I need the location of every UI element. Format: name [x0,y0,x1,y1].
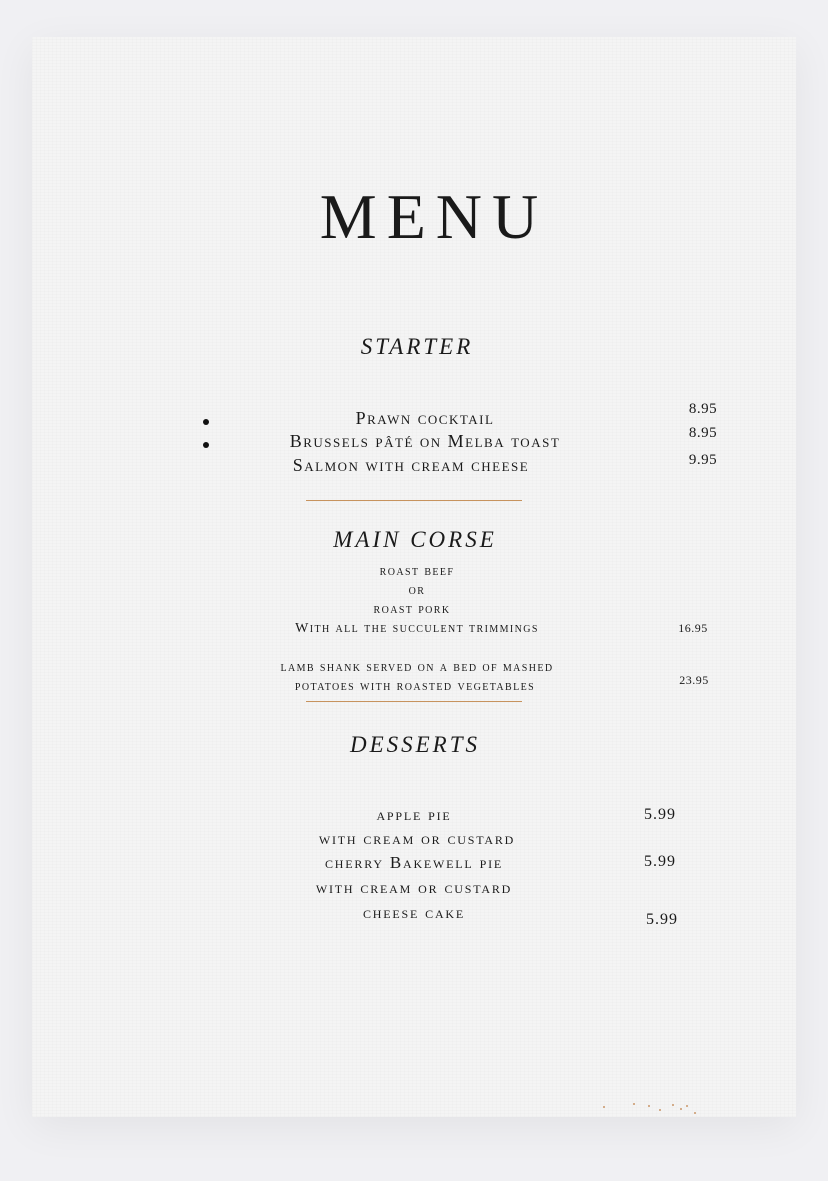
decorative-speck [648,1105,650,1107]
dessert-line: cherry Bakewell pie [324,853,504,872]
dessert-price: 5.99 [646,911,678,928]
main-course-heading: MAIN CORSE [333,527,497,552]
dessert-line: cheese cake [362,903,466,922]
section-divider [306,500,522,501]
main-course-line: roast pork [373,602,451,617]
decorative-speck [680,1108,682,1110]
bullet-icon [203,419,209,425]
decorative-speck [686,1105,688,1107]
starter-item-name: Salmon with cream cheese [292,455,530,475]
decorative-speck [633,1103,635,1105]
starter-item-price: 8.95 [688,425,718,441]
main-course-price: 16.95 [678,621,708,635]
main-course-line: roast beef [379,564,455,579]
dessert-line: apple pie [376,805,452,824]
starter-item-name: Prawn cocktail [355,408,495,428]
dessert-price: 5.99 [644,806,676,823]
dessert-line: with cream or custard [315,878,513,897]
dessert-price: 5.99 [644,853,676,870]
starter-item-price: 8.95 [688,401,718,417]
menu-title: MENU [319,181,549,252]
desserts-heading: DESSERTS [349,732,481,757]
starter-heading: STARTER [360,334,474,359]
main-course-lamb-line: potatoes with roasted vegetables [294,679,536,694]
main-course-price: 23.95 [679,673,709,687]
main-course-line: or [408,583,426,598]
decorative-speck [603,1106,605,1108]
decorative-speck [672,1104,674,1106]
main-course-line: With all the succulent trimmings [295,621,539,636]
decorative-speck [659,1109,661,1111]
decorative-speck [694,1112,696,1114]
dessert-line: with cream or custard [318,829,516,848]
bullet-icon [203,442,209,448]
starter-item-price: 9.95 [688,452,718,468]
starter-item-name: Brussels pâté on Melba toast [289,431,561,451]
main-course-lamb-line: lamb shank served on a bed of mashed [280,660,554,675]
section-divider [306,701,522,702]
